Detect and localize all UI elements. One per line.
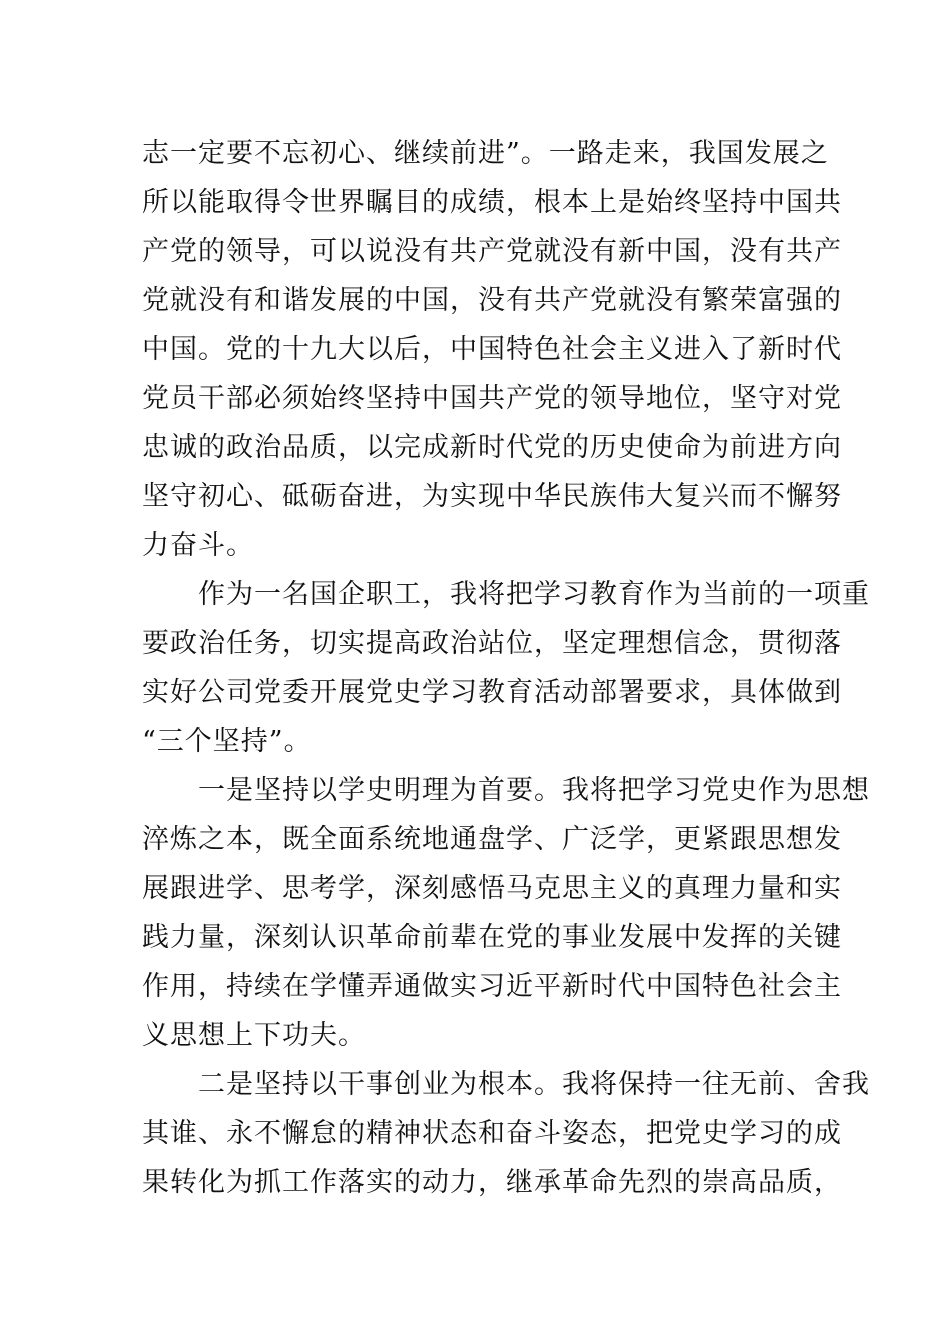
- text-line: 党就没有和谐发展的中国，没有共产党就没有繁荣富强的: [142, 285, 842, 316]
- text-line: 忠诚的政治品质，以完成新时代党的历史使命为前进方向: [142, 432, 842, 463]
- text-line: 要政治任务，切实提高政治站位，坚定理想信念，贯彻落: [142, 628, 842, 659]
- text-line: 力奋斗。: [142, 530, 254, 561]
- text-line: 践力量，深刻认识革命前辈在党的事业发展中发挥的关键: [142, 922, 842, 953]
- text-line: “三个坚持”。: [142, 726, 312, 757]
- text-line: 作为一名国企职工，我将把学习教育作为当前的一项重: [142, 579, 870, 610]
- text-line: 其谁、永不懈怠的精神状态和奋斗姿态，把党史学习的成: [142, 1118, 842, 1149]
- text-line: 义思想上下功夫。: [142, 1020, 366, 1051]
- text-line: 实好公司党委开展党史学习教育活动部署要求，具体做到: [142, 677, 842, 708]
- text-line: 中国。党的十九大以后，中国特色社会主义进入了新时代: [142, 334, 842, 365]
- text-line: 淬炼之本，既全面系统地通盘学、广泛学，更紧跟思想发: [142, 824, 842, 855]
- text-line: 一是坚持以学史明理为首要。我将把学习党史作为思想: [142, 775, 870, 806]
- text-line: 党员干部必须始终坚持中国共产党的领导地位，坚守对党: [142, 383, 842, 414]
- text-line: 二是坚持以干事创业为根本。我将保持一往无前、舍我: [142, 1069, 870, 1100]
- text-line: 果转化为抓工作落实的动力，继承革命先烈的崇高品质，: [142, 1167, 842, 1198]
- text-line: 作用，持续在学懂弄通做实习近平新时代中国特色社会主: [142, 971, 842, 1002]
- text-line: 展跟进学、思考学，深刻感悟马克思主义的真理力量和实: [142, 873, 842, 904]
- text-line: 志一定要不忘初心、继续前进”。一路走来，我国发展之: [142, 138, 829, 169]
- text-line: 坚守初心、砥砺奋进，为实现中华民族伟大复兴而不懈努: [142, 481, 842, 512]
- text-line: 所以能取得令世界瞩目的成绩，根本上是始终坚持中国共: [142, 187, 842, 218]
- text-line: 产党的领导，可以说没有共产党就没有新中国，没有共产: [142, 236, 842, 267]
